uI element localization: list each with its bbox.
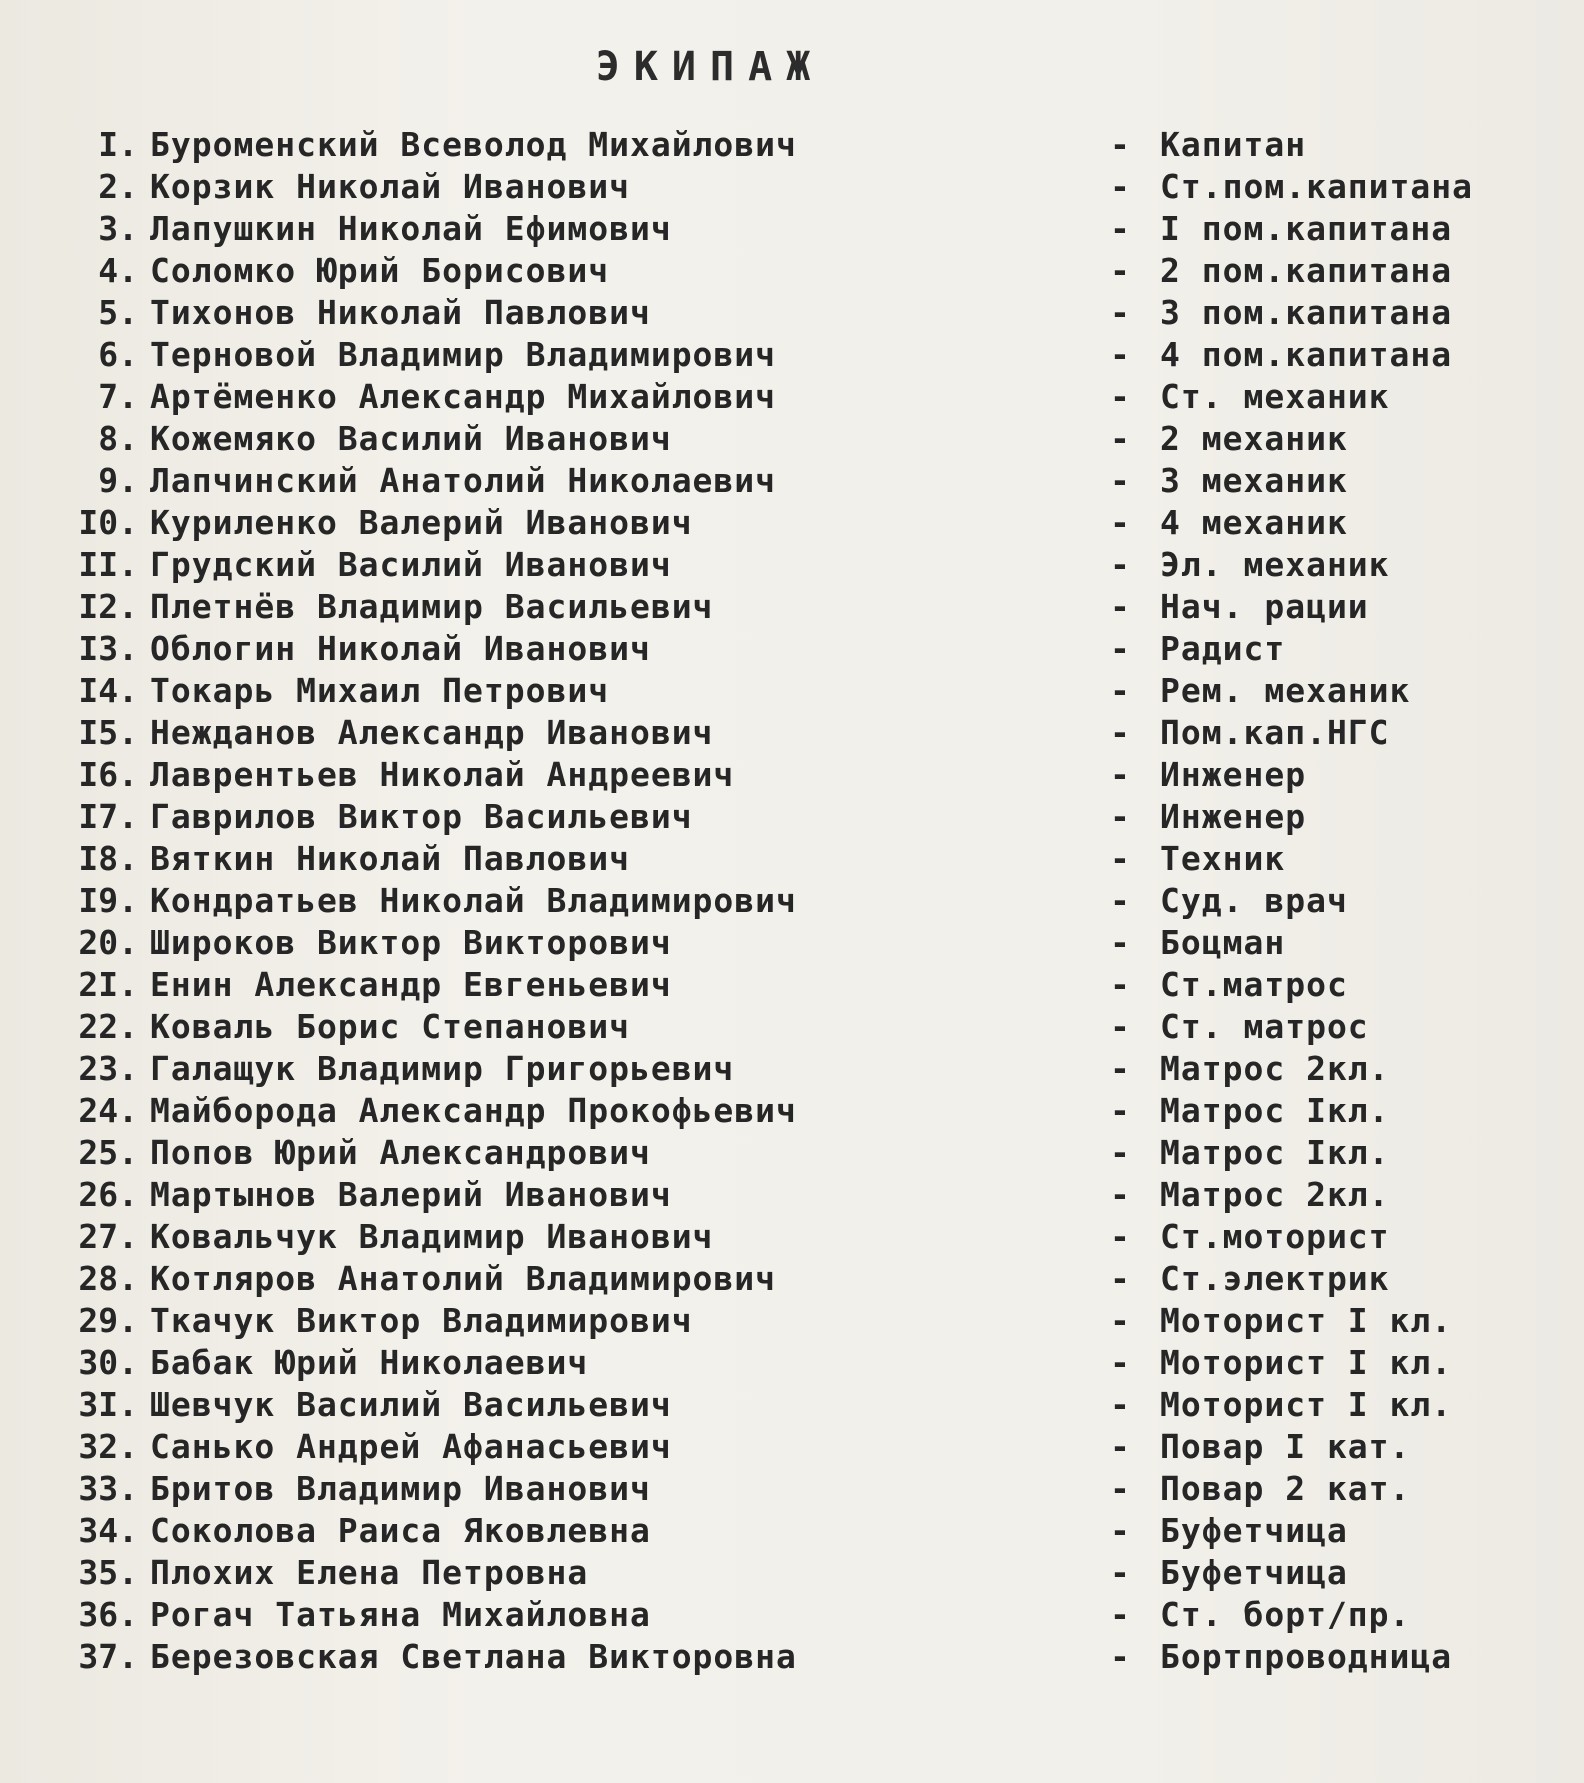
crew-row (30, 1510, 1570, 1552)
crew-row (30, 1132, 1570, 1174)
crew-number: 28. (78, 1259, 138, 1298)
crew-name: Галащук Владимир Григорьевич (150, 1049, 735, 1088)
crew-row (30, 1258, 1570, 1300)
crew-name: Бритов Владимир Иванович (150, 1469, 651, 1508)
crew-separator: - (1110, 293, 1130, 332)
crew-role: Матрос Iкл. (1160, 1091, 1390, 1130)
crew-separator: - (1110, 881, 1130, 920)
crew-row (30, 880, 1570, 922)
crew-name: Буроменский Всеволод Михайлович (150, 125, 797, 164)
crew-role: Ст. матрос (1160, 1007, 1369, 1046)
crew-role: Рем. механик (1160, 671, 1411, 710)
crew-separator: - (1110, 1259, 1130, 1298)
crew-row (30, 1426, 1570, 1468)
crew-separator: - (1110, 209, 1130, 248)
crew-number: I9. (78, 881, 138, 920)
crew-number: 23. (78, 1049, 138, 1088)
crew-name: Облогин Николай Иванович (150, 629, 651, 668)
crew-row (30, 1468, 1570, 1510)
crew-number: 7. (98, 377, 138, 416)
crew-row (30, 1216, 1570, 1258)
crew-row (30, 1594, 1570, 1636)
crew-separator: - (1110, 1007, 1130, 1046)
crew-row (30, 460, 1570, 502)
crew-number: I. (98, 125, 138, 164)
crew-name: Лапушкин Николай Ефимович (150, 209, 672, 248)
crew-role: Радист (1160, 629, 1286, 668)
crew-row (30, 418, 1570, 460)
crew-separator: - (1110, 923, 1130, 962)
crew-role: Ст. борт/пр. (1160, 1595, 1411, 1634)
crew-row (30, 838, 1570, 880)
crew-role: 3 пом.капитана (1160, 293, 1453, 332)
crew-name: Попов Юрий Александрович (150, 1133, 651, 1172)
crew-row (30, 250, 1570, 292)
crew-name: Нежданов Александр Иванович (150, 713, 714, 752)
crew-role: Ст. механик (1160, 377, 1390, 416)
crew-role: Моторист I кл. (1160, 1301, 1453, 1340)
crew-role: Моторист I кл. (1160, 1385, 1453, 1424)
crew-role: 3 механик (1160, 461, 1348, 500)
crew-separator: - (1110, 797, 1130, 836)
crew-number: 2. (98, 167, 138, 206)
crew-name: Плохих Елена Петровна (150, 1553, 589, 1592)
crew-name: Плетнёв Владимир Васильевич (150, 587, 714, 626)
crew-role: Буфетчица (1160, 1511, 1348, 1550)
crew-name: Корзик Николай Иванович (150, 167, 630, 206)
crew-separator: - (1110, 1385, 1130, 1424)
crew-separator: - (1110, 125, 1130, 164)
crew-number: 2I. (78, 965, 138, 1004)
crew-name: Лапчинский Анатолий Николаевич (150, 461, 777, 500)
crew-name: Енин Александр Евгеньевич (150, 965, 672, 1004)
crew-name: Коваль Борис Степанович (150, 1007, 630, 1046)
crew-name: Майборода Александр Прокофьевич (150, 1091, 797, 1130)
crew-row (30, 670, 1570, 712)
crew-number: 30. (78, 1343, 138, 1382)
crew-separator: - (1110, 1511, 1130, 1550)
crew-number: 35. (78, 1553, 138, 1592)
crew-number: 32. (78, 1427, 138, 1466)
crew-number: I3. (78, 629, 138, 668)
crew-name: Кожемяко Василий Иванович (150, 419, 672, 458)
crew-number: 3. (98, 209, 138, 248)
crew-separator: - (1110, 1469, 1130, 1508)
crew-separator: - (1110, 1595, 1130, 1634)
crew-role: Буфетчица (1160, 1553, 1348, 1592)
crew-role: Бортпроводница (1160, 1637, 1453, 1676)
crew-name: Токарь Михаил Петрович (150, 671, 610, 710)
crew-name: Соколова Раиса Яковлевна (150, 1511, 651, 1550)
crew-separator: - (1110, 1553, 1130, 1592)
crew-row (30, 922, 1570, 964)
crew-role: Ст.пом.капитана (1160, 167, 1474, 206)
crew-separator: - (1110, 419, 1130, 458)
document-title: ЭКИПАЖ (595, 44, 825, 90)
crew-row (30, 1174, 1570, 1216)
crew-name: Соломко Юрий Борисович (150, 251, 610, 290)
crew-separator: - (1110, 1343, 1130, 1382)
crew-separator: - (1110, 167, 1130, 206)
crew-number: 6. (98, 335, 138, 374)
crew-number: 20. (78, 923, 138, 962)
crew-number: 3I. (78, 1385, 138, 1424)
crew-role: Суд. врач (1160, 881, 1348, 920)
crew-number: 34. (78, 1511, 138, 1550)
crew-separator: - (1110, 335, 1130, 374)
crew-row (30, 754, 1570, 796)
crew-role: Матрос Iкл. (1160, 1133, 1390, 1172)
crew-name: Тихонов Николай Павлович (150, 293, 651, 332)
crew-name: Лаврентьев Николай Андреевич (150, 755, 735, 794)
crew-name: Мартынов Валерий Иванович (150, 1175, 672, 1214)
crew-role: 2 пом.капитана (1160, 251, 1453, 290)
crew-row (30, 586, 1570, 628)
crew-role: Ст.электрик (1160, 1259, 1390, 1298)
crew-number: 37. (78, 1637, 138, 1676)
crew-separator: - (1110, 587, 1130, 626)
crew-separator: - (1110, 965, 1130, 1004)
crew-row (30, 712, 1570, 754)
crew-number: I4. (78, 671, 138, 710)
crew-separator: - (1110, 713, 1130, 752)
crew-separator: - (1110, 251, 1130, 290)
crew-role: 2 механик (1160, 419, 1348, 458)
crew-role: Инженер (1160, 797, 1307, 836)
crew-role: Боцман (1160, 923, 1286, 962)
crew-number: 22. (78, 1007, 138, 1046)
crew-separator: - (1110, 1301, 1130, 1340)
crew-separator: - (1110, 545, 1130, 584)
crew-role: Техник (1160, 839, 1286, 878)
crew-separator: - (1110, 1175, 1130, 1214)
crew-name: Санько Андрей Афанасьевич (150, 1427, 672, 1466)
crew-role: Инженер (1160, 755, 1307, 794)
crew-row (30, 1090, 1570, 1132)
crew-name: Широков Виктор Викторович (150, 923, 672, 962)
crew-separator: - (1110, 503, 1130, 542)
crew-role: Повар 2 кат. (1160, 1469, 1411, 1508)
crew-name: Ковальчук Владимир Иванович (150, 1217, 714, 1256)
crew-separator: - (1110, 1091, 1130, 1130)
crew-row (30, 1636, 1570, 1678)
crew-name: Вяткин Николай Павлович (150, 839, 630, 878)
crew-separator: - (1110, 671, 1130, 710)
crew-row (30, 334, 1570, 376)
crew-number: 4. (98, 251, 138, 290)
crew-row (30, 166, 1570, 208)
crew-row (30, 124, 1570, 166)
crew-number: I2. (78, 587, 138, 626)
crew-name: Кондратьев Николай Владимирович (150, 881, 797, 920)
crew-number: 27. (78, 1217, 138, 1256)
crew-role: Матрос 2кл. (1160, 1049, 1390, 1088)
crew-name: Грудский Василий Иванович (150, 545, 672, 584)
crew-name: Шевчук Василий Васильевич (150, 1385, 672, 1424)
crew-number: I6. (78, 755, 138, 794)
crew-number: 8. (98, 419, 138, 458)
crew-role: Ст.матрос (1160, 965, 1348, 1004)
crew-separator: - (1110, 1049, 1130, 1088)
crew-role: Эл. механик (1160, 545, 1390, 584)
crew-number: 25. (78, 1133, 138, 1172)
crew-row (30, 1342, 1570, 1384)
crew-name: Березовская Светлана Викторовна (150, 1637, 797, 1676)
crew-separator: - (1110, 1427, 1130, 1466)
crew-number: 36. (78, 1595, 138, 1634)
crew-number: 26. (78, 1175, 138, 1214)
crew-number: 5. (98, 293, 138, 332)
crew-separator: - (1110, 755, 1130, 794)
crew-role: Капитан (1160, 125, 1307, 164)
crew-separator: - (1110, 1637, 1130, 1676)
crew-number: 33. (78, 1469, 138, 1508)
crew-role: 4 пом.капитана (1160, 335, 1453, 374)
crew-separator: - (1110, 839, 1130, 878)
crew-row (30, 208, 1570, 250)
crew-row (30, 796, 1570, 838)
crew-row (30, 502, 1570, 544)
crew-number: 9. (98, 461, 138, 500)
crew-role: Ст.моторист (1160, 1217, 1390, 1256)
crew-number: I8. (78, 839, 138, 878)
crew-row (30, 544, 1570, 586)
crew-number: I5. (78, 713, 138, 752)
crew-row (30, 964, 1570, 1006)
crew-separator: - (1110, 377, 1130, 416)
crew-role: Нач. рации (1160, 587, 1369, 626)
crew-separator: - (1110, 461, 1130, 500)
crew-name: Рогач Татьяна Михайловна (150, 1595, 651, 1634)
crew-name: Котляров Анатолий Владимирович (150, 1259, 777, 1298)
crew-row (30, 376, 1570, 418)
crew-separator: - (1110, 1217, 1130, 1256)
crew-row (30, 1006, 1570, 1048)
crew-row (30, 1300, 1570, 1342)
crew-role: Матрос 2кл. (1160, 1175, 1390, 1214)
crew-name: Бабак Юрий Николаевич (150, 1343, 589, 1382)
crew-role: Повар I кат. (1160, 1427, 1411, 1466)
crew-number: II. (78, 545, 138, 584)
crew-separator: - (1110, 1133, 1130, 1172)
crew-separator: - (1110, 629, 1130, 668)
crew-row (30, 628, 1570, 670)
crew-number: I0. (78, 503, 138, 542)
crew-role: I пом.капитана (1160, 209, 1453, 248)
crew-role: Моторист I кл. (1160, 1343, 1453, 1382)
crew-number: 24. (78, 1091, 138, 1130)
crew-list (30, 124, 1570, 1678)
crew-name: Ткачук Виктор Владимирович (150, 1301, 693, 1340)
crew-name: Куриленко Валерий Иванович (150, 503, 693, 542)
crew-number: 29. (78, 1301, 138, 1340)
crew-row (30, 292, 1570, 334)
crew-name: Гаврилов Виктор Васильевич (150, 797, 693, 836)
crew-role: Пом.кап.НГС (1160, 713, 1390, 752)
crew-row (30, 1048, 1570, 1090)
crew-number: I7. (78, 797, 138, 836)
crew-name: Терновой Владимир Владимирович (150, 335, 777, 374)
crew-name: Артёменко Александр Михайлович (150, 377, 777, 416)
crew-row (30, 1384, 1570, 1426)
crew-role: 4 механик (1160, 503, 1348, 542)
crew-row (30, 1552, 1570, 1594)
